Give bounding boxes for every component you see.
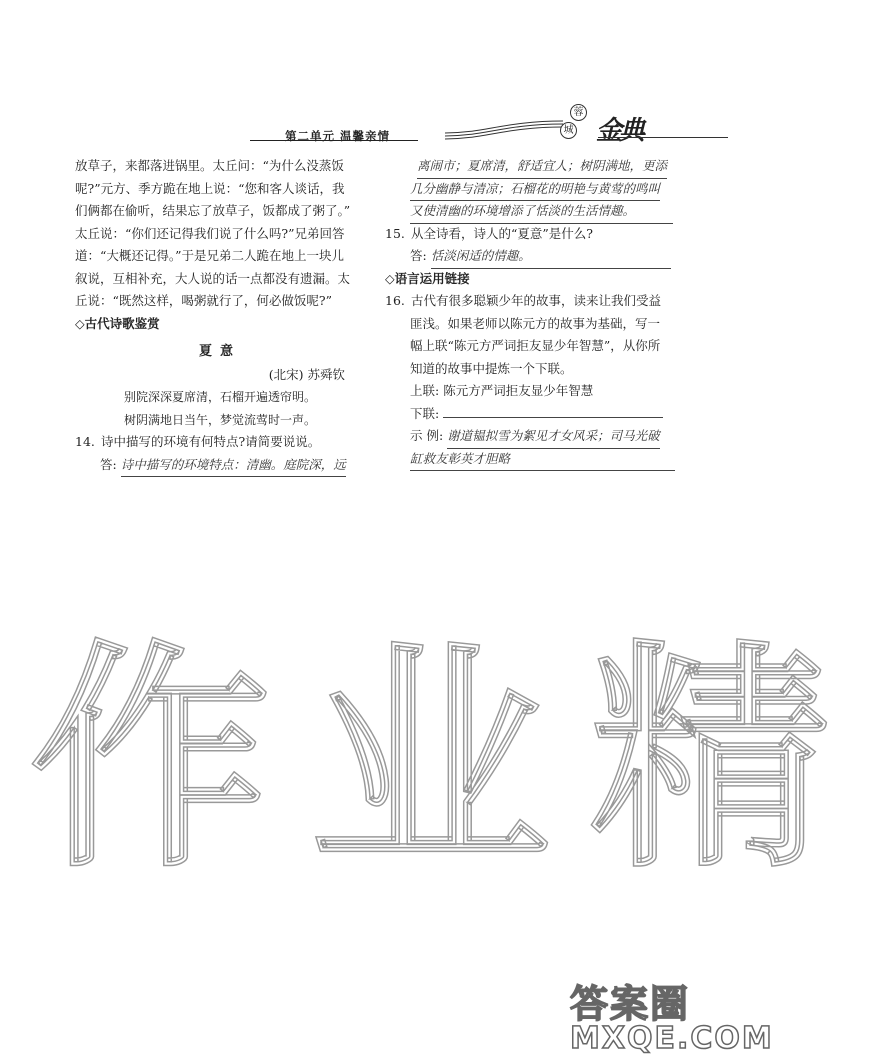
question-text: 诗中描写的环境有何特点?请简要说说。 <box>101 434 321 449</box>
lower-couplet <box>385 403 670 426</box>
story-line: 放草子，来都落进锅里。太丘问：“为什么没蒸饭 <box>75 158 344 173</box>
question-number: 16. <box>385 293 405 308</box>
lower-couplet-blank[interactable] <box>443 403 663 418</box>
section-title-poetry: ◇古代诗歌鉴赏 <box>75 315 160 331</box>
upper-couplet-label: 上联: <box>410 383 440 398</box>
unit-title: 第二单元 温馨亲情 <box>285 129 391 143</box>
story-line: 太丘说：“你们还记得我们说了什么吗?”兄弟回答 <box>75 225 345 241</box>
story-line: 叙说，互相补充，大人说的话一点都没有遗漏。太 <box>75 270 351 286</box>
story-line: 呢?”元方、季方跪在地上说：“您和客人谈话，我 <box>75 180 345 196</box>
publisher-logo <box>558 104 658 148</box>
answer-label: 答: <box>100 456 117 472</box>
upper-couplet-text: 陈元方严词拒友显少年智慧 <box>443 383 594 398</box>
poem-line: 别院深深夏席清，石榴开遍透帘明。 <box>123 390 316 404</box>
poem-line: 树阴满地日当午，梦觉流莺时一声。 <box>123 412 316 427</box>
answer-text: 诗中描写的环境特点：清幽。庭院深，远 <box>121 454 346 478</box>
question-14 <box>75 431 365 454</box>
example-text: 缸救友彰英才胆略 <box>410 448 675 472</box>
upper-couplet <box>385 380 670 403</box>
question-16-line: 匪浅。如果老师以陈元方的故事为基础，写一 <box>410 315 661 331</box>
watermark-text: 作业精 <box>30 620 870 900</box>
question-text: 从全诗看，诗人的“夏意”是什么? <box>411 225 593 241</box>
question-number: 14. <box>75 434 95 449</box>
question-16 <box>385 290 670 313</box>
header-decoration-lines <box>445 118 565 142</box>
answer-text: 恬淡闲适的情趣。 <box>431 245 671 269</box>
header-rule-right <box>598 137 728 138</box>
watermark-logo <box>570 982 774 1056</box>
answer-14-continued <box>385 155 670 178</box>
answer-15 <box>385 245 670 268</box>
answer-text: 离闹市；夏席清，舒适宜人；树阴满地，更添 <box>417 155 667 179</box>
logo-char-circle: 蓉 <box>570 104 587 121</box>
header-rule <box>250 140 418 141</box>
example-couplet-continued <box>385 448 670 471</box>
question-15 <box>385 223 670 246</box>
poem-title: 夏意 <box>198 344 241 359</box>
logo-char-circle: 城 <box>560 122 577 139</box>
logo-title: 金典 <box>596 116 643 146</box>
question-number: 15. <box>385 225 405 241</box>
section-title-language: ◇语言运用链接 <box>385 270 470 286</box>
example-couplet <box>385 425 670 448</box>
watermark-logo-top: 答案圈 <box>570 982 691 1026</box>
answer-14-continued <box>385 200 670 223</box>
story-line: 们俩都在偷听，结果忘了放草子，饭都成了粥了。” <box>75 203 351 218</box>
story-line: 道：“大概还记得。”于是兄弟二人跪在地上一块儿 <box>75 248 345 263</box>
answer-14-continued <box>385 178 670 201</box>
example-text: 谢道韫拟雪为絮见才女风采；司马光破 <box>447 425 660 449</box>
question-text: 古代有很多聪颖少年的故事，读来让我们受益 <box>411 293 662 308</box>
poem-author: (北宋) 苏舜钦 <box>268 366 345 382</box>
right-column <box>385 155 670 470</box>
watermark-logo-bottom: MXQE.COM <box>570 1021 774 1056</box>
lower-couplet-label: 下联: <box>410 405 440 421</box>
example-label: 示 例: <box>410 428 444 443</box>
question-16-line: 知道的故事中提炼一个下联。 <box>410 360 573 376</box>
answer-text: 几分幽静与清凉；石榴花的明艳与黄莺的鸣叫 <box>410 178 660 202</box>
question-16-line: 幅上联“陈元方严词拒友显少年智慧”，从你所 <box>410 338 661 353</box>
answer-14 <box>75 454 365 477</box>
answer-label: 答: <box>410 248 427 263</box>
left-column <box>75 155 365 476</box>
answer-text: 又使清幽的环境增添了恬淡的生活情趣。 <box>410 200 673 224</box>
story-line: 丘说：“既然这样，喝粥就行了，何必做饭呢?” <box>75 293 332 308</box>
